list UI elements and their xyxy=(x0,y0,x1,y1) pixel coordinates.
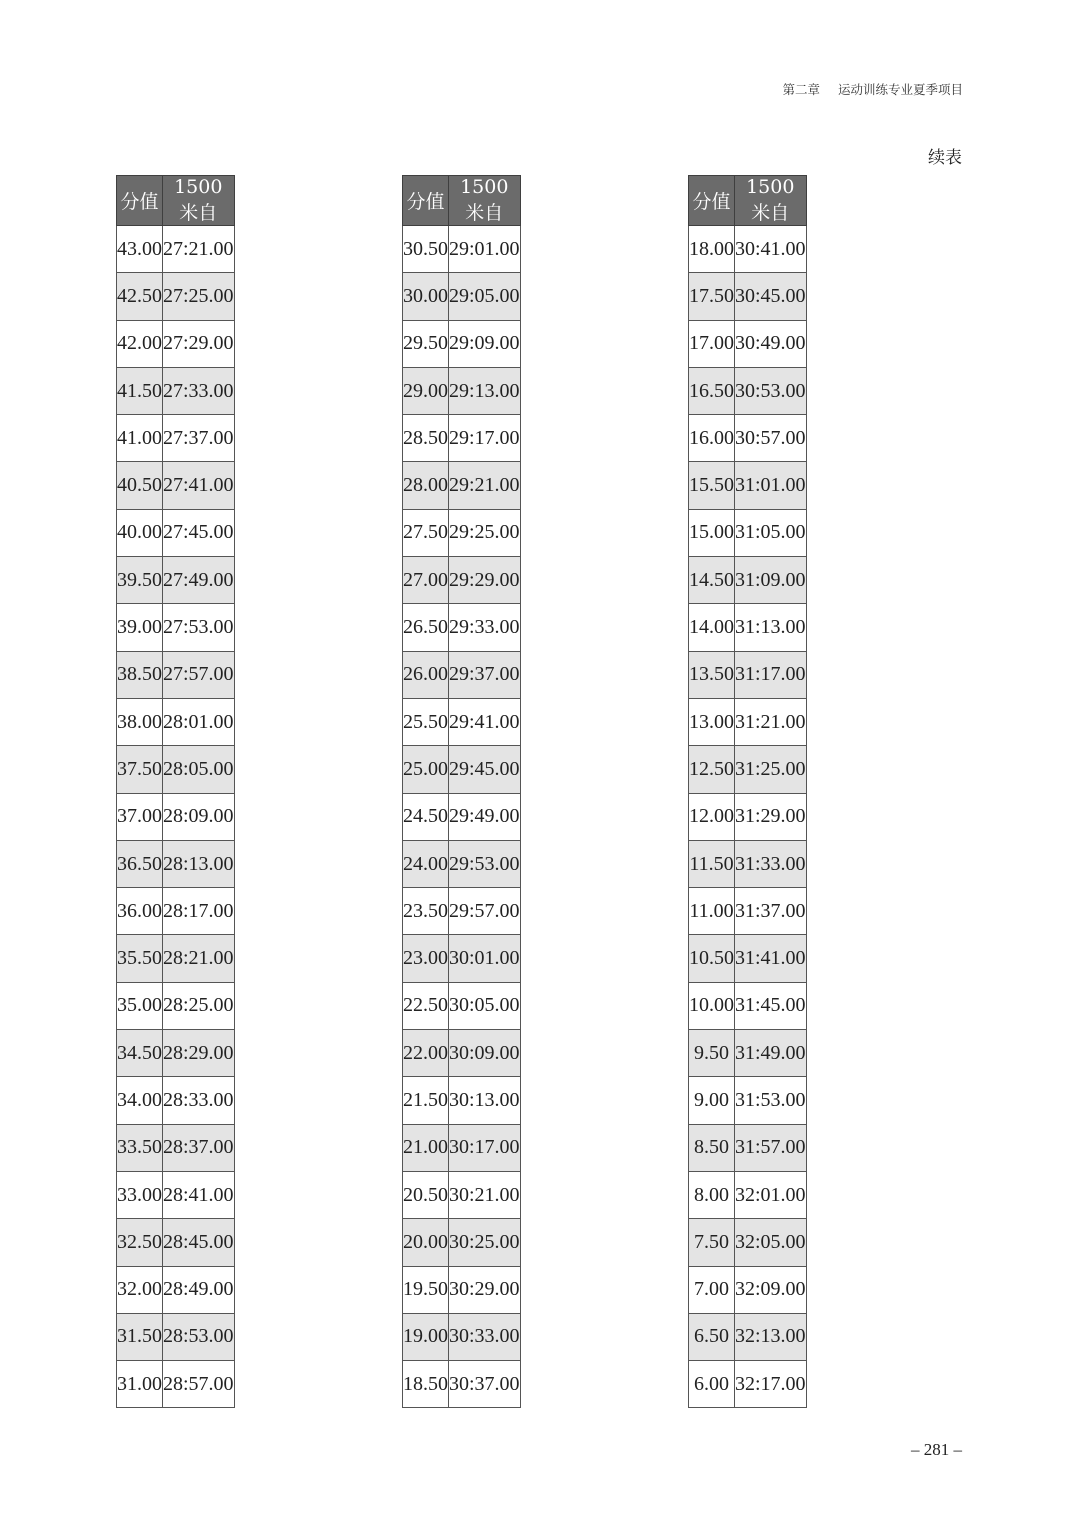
time-cell: 28:13.00 xyxy=(163,840,235,887)
table-row xyxy=(689,273,807,320)
table-row xyxy=(117,509,235,556)
time-cell: 27:57.00 xyxy=(163,651,235,698)
score-cell: 19.50 xyxy=(403,1266,449,1313)
table-row xyxy=(403,1030,521,1077)
time-cell: 31:29.00 xyxy=(735,793,807,840)
table-row xyxy=(403,509,521,556)
score-cell: 31.00 xyxy=(117,1361,163,1408)
table-row xyxy=(403,226,521,273)
time-cell: 30:25.00 xyxy=(449,1219,521,1266)
table-row xyxy=(403,793,521,840)
table-row xyxy=(689,604,807,651)
score-cell: 19.00 xyxy=(403,1313,449,1360)
score-cell: 8.50 xyxy=(689,1124,735,1171)
score-cell: 38.50 xyxy=(117,651,163,698)
time-cell: 28:33.00 xyxy=(163,1077,235,1124)
time-cell: 30:13.00 xyxy=(449,1077,521,1124)
time-cell: 28:05.00 xyxy=(163,746,235,793)
score-cell: 16.00 xyxy=(689,415,735,462)
time-cell: 27:33.00 xyxy=(163,367,235,414)
column-header-score: 分值 xyxy=(689,176,735,226)
table-row xyxy=(689,1361,807,1408)
score-cell: 11.50 xyxy=(689,840,735,887)
table-row xyxy=(117,982,235,1029)
time-cell: 29:09.00 xyxy=(449,320,521,367)
table-row xyxy=(117,415,235,462)
time-cell: 27:37.00 xyxy=(163,415,235,462)
time-cell: 32:13.00 xyxy=(735,1313,807,1360)
score-cell: 17.00 xyxy=(689,320,735,367)
table-row xyxy=(117,651,235,698)
time-cell: 27:41.00 xyxy=(163,462,235,509)
time-cell: 32:01.00 xyxy=(735,1171,807,1218)
time-cell: 28:45.00 xyxy=(163,1219,235,1266)
time-cell: 28:21.00 xyxy=(163,935,235,982)
table-row xyxy=(117,935,235,982)
table-row xyxy=(689,1266,807,1313)
table-row xyxy=(403,888,521,935)
score-cell: 38.00 xyxy=(117,698,163,745)
score-cell: 8.00 xyxy=(689,1171,735,1218)
time-cell: 32:05.00 xyxy=(735,1219,807,1266)
score-cell: 31.50 xyxy=(117,1313,163,1360)
time-cell: 29:21.00 xyxy=(449,462,521,509)
table-row xyxy=(117,1077,235,1124)
time-cell: 30:29.00 xyxy=(449,1266,521,1313)
score-cell: 25.50 xyxy=(403,698,449,745)
table-row xyxy=(689,746,807,793)
score-cell: 26.50 xyxy=(403,604,449,651)
table-row xyxy=(403,1171,521,1218)
time-cell: 30:09.00 xyxy=(449,1030,521,1077)
table-row xyxy=(403,1313,521,1360)
time-cell: 29:37.00 xyxy=(449,651,521,698)
time-cell: 31:25.00 xyxy=(735,746,807,793)
score-cell: 41.00 xyxy=(117,415,163,462)
time-cell: 31:37.00 xyxy=(735,888,807,935)
score-cell: 40.50 xyxy=(117,462,163,509)
table-row xyxy=(117,367,235,414)
time-cell: 31:49.00 xyxy=(735,1030,807,1077)
table-row xyxy=(117,793,235,840)
table-row xyxy=(117,1313,235,1360)
column-header-score: 分值 xyxy=(403,176,449,226)
time-cell: 28:53.00 xyxy=(163,1313,235,1360)
score-cell: 21.50 xyxy=(403,1077,449,1124)
table-row xyxy=(689,226,807,273)
time-cell: 31:41.00 xyxy=(735,935,807,982)
time-cell: 29:29.00 xyxy=(449,557,521,604)
time-cell: 29:57.00 xyxy=(449,888,521,935)
table-row xyxy=(117,604,235,651)
time-cell: 28:17.00 xyxy=(163,888,235,935)
time-cell: 29:45.00 xyxy=(449,746,521,793)
score-cell: 32.50 xyxy=(117,1219,163,1266)
table-row xyxy=(689,698,807,745)
score-table-2 xyxy=(402,175,521,1408)
table-row xyxy=(689,840,807,887)
score-cell: 35.00 xyxy=(117,982,163,1029)
table-row xyxy=(689,367,807,414)
score-cell: 27.00 xyxy=(403,557,449,604)
time-cell: 30:01.00 xyxy=(449,935,521,982)
time-cell: 29:53.00 xyxy=(449,840,521,887)
score-cell: 33.00 xyxy=(117,1171,163,1218)
table-row xyxy=(117,1030,235,1077)
score-cell: 36.00 xyxy=(117,888,163,935)
table-row xyxy=(117,1171,235,1218)
time-cell: 27:45.00 xyxy=(163,509,235,556)
score-table-3 xyxy=(688,175,807,1408)
table-row xyxy=(117,273,235,320)
time-cell: 28:49.00 xyxy=(163,1266,235,1313)
table-row xyxy=(403,604,521,651)
table-row xyxy=(117,1266,235,1313)
time-cell: 30:57.00 xyxy=(735,415,807,462)
score-cell: 21.00 xyxy=(403,1124,449,1171)
score-cell: 27.50 xyxy=(403,509,449,556)
table-row xyxy=(403,1124,521,1171)
score-cell: 24.50 xyxy=(403,793,449,840)
time-cell: 28:57.00 xyxy=(163,1361,235,1408)
time-cell: 28:37.00 xyxy=(163,1124,235,1171)
score-cell: 41.50 xyxy=(117,367,163,414)
time-cell: 30:53.00 xyxy=(735,367,807,414)
table-row xyxy=(689,462,807,509)
table-row xyxy=(403,1361,521,1408)
column-header-score: 分值 xyxy=(117,176,163,226)
time-cell: 28:41.00 xyxy=(163,1171,235,1218)
time-cell: 31:21.00 xyxy=(735,698,807,745)
time-cell: 27:49.00 xyxy=(163,557,235,604)
score-cell: 39.50 xyxy=(117,557,163,604)
table-row xyxy=(403,273,521,320)
time-cell: 29:25.00 xyxy=(449,509,521,556)
score-cell: 13.50 xyxy=(689,651,735,698)
time-cell: 29:41.00 xyxy=(449,698,521,745)
score-cell: 7.50 xyxy=(689,1219,735,1266)
table-row xyxy=(689,509,807,556)
score-cell: 14.50 xyxy=(689,557,735,604)
table-row xyxy=(403,746,521,793)
time-cell: 31:53.00 xyxy=(735,1077,807,1124)
table-row xyxy=(403,320,521,367)
score-cell: 18.00 xyxy=(689,226,735,273)
time-cell: 27:29.00 xyxy=(163,320,235,367)
time-cell: 32:17.00 xyxy=(735,1361,807,1408)
table-row xyxy=(689,1030,807,1077)
table-row xyxy=(689,651,807,698)
time-cell: 32:09.00 xyxy=(735,1266,807,1313)
time-cell: 30:33.00 xyxy=(449,1313,521,1360)
time-cell: 30:41.00 xyxy=(735,226,807,273)
score-cell: 28.00 xyxy=(403,462,449,509)
score-cell: 15.00 xyxy=(689,509,735,556)
table-row xyxy=(403,840,521,887)
time-cell: 31:09.00 xyxy=(735,557,807,604)
time-cell: 29:33.00 xyxy=(449,604,521,651)
table-row xyxy=(689,982,807,1029)
running-header xyxy=(782,80,963,98)
table-row xyxy=(689,320,807,367)
score-cell: 39.00 xyxy=(117,604,163,651)
table-row xyxy=(117,698,235,745)
score-table-1 xyxy=(116,175,235,1408)
table-row xyxy=(403,415,521,462)
score-cell: 11.00 xyxy=(689,888,735,935)
score-cell: 34.00 xyxy=(117,1077,163,1124)
chapter-title: 运动训练专业夏季项目 xyxy=(837,82,963,97)
table-row xyxy=(403,462,521,509)
column-header-time: 1500 米自 xyxy=(163,176,235,226)
column-header-time: 1500 米自 xyxy=(449,176,521,226)
score-cell: 22.00 xyxy=(403,1030,449,1077)
column-header-time: 1500 米自 xyxy=(735,176,807,226)
score-cell: 37.50 xyxy=(117,746,163,793)
score-cell: 23.50 xyxy=(403,888,449,935)
chapter-label: 第二章 xyxy=(782,82,820,97)
table-row xyxy=(403,367,521,414)
table-row xyxy=(689,888,807,935)
time-cell: 28:09.00 xyxy=(163,793,235,840)
time-cell: 30:45.00 xyxy=(735,273,807,320)
time-cell: 30:05.00 xyxy=(449,982,521,1029)
table-row xyxy=(117,888,235,935)
score-cell: 42.00 xyxy=(117,320,163,367)
table-row xyxy=(403,698,521,745)
score-cell: 20.00 xyxy=(403,1219,449,1266)
time-cell: 30:37.00 xyxy=(449,1361,521,1408)
score-cell: 12.50 xyxy=(689,746,735,793)
table-row xyxy=(117,840,235,887)
score-cell: 18.50 xyxy=(403,1361,449,1408)
score-cell: 15.50 xyxy=(689,462,735,509)
score-cell: 20.50 xyxy=(403,1171,449,1218)
score-cell: 29.50 xyxy=(403,320,449,367)
score-cell: 32.00 xyxy=(117,1266,163,1313)
score-cell: 7.00 xyxy=(689,1266,735,1313)
score-cell: 25.00 xyxy=(403,746,449,793)
time-cell: 31:05.00 xyxy=(735,509,807,556)
table-row xyxy=(689,1313,807,1360)
score-cell: 29.00 xyxy=(403,367,449,414)
time-cell: 31:17.00 xyxy=(735,651,807,698)
score-cell: 14.00 xyxy=(689,604,735,651)
table-row xyxy=(117,462,235,509)
score-cell: 40.00 xyxy=(117,509,163,556)
score-cell: 9.50 xyxy=(689,1030,735,1077)
time-cell: 31:57.00 xyxy=(735,1124,807,1171)
table-row xyxy=(117,746,235,793)
table-row xyxy=(117,1124,235,1171)
time-cell: 27:53.00 xyxy=(163,604,235,651)
table-row xyxy=(403,1077,521,1124)
table-row xyxy=(117,557,235,604)
score-cell: 13.00 xyxy=(689,698,735,745)
table-row xyxy=(403,1219,521,1266)
time-cell: 28:01.00 xyxy=(163,698,235,745)
score-cell: 37.00 xyxy=(117,793,163,840)
continued-label: 续表 xyxy=(928,148,962,168)
page-number: – 281 – xyxy=(911,1440,962,1459)
time-cell: 28:29.00 xyxy=(163,1030,235,1077)
table-row xyxy=(117,320,235,367)
time-cell: 29:17.00 xyxy=(449,415,521,462)
score-cell: 22.50 xyxy=(403,982,449,1029)
table-row xyxy=(403,935,521,982)
score-cell: 10.00 xyxy=(689,982,735,1029)
table-row xyxy=(117,1361,235,1408)
table-row xyxy=(689,415,807,462)
score-cell: 23.00 xyxy=(403,935,449,982)
time-cell: 29:13.00 xyxy=(449,367,521,414)
table-row xyxy=(689,1171,807,1218)
score-cell: 12.00 xyxy=(689,793,735,840)
time-cell: 27:21.00 xyxy=(163,226,235,273)
time-cell: 31:45.00 xyxy=(735,982,807,1029)
score-cell: 30.00 xyxy=(403,273,449,320)
table-row xyxy=(689,935,807,982)
table-row xyxy=(689,793,807,840)
time-cell: 30:17.00 xyxy=(449,1124,521,1171)
table-row xyxy=(403,982,521,1029)
table-row xyxy=(689,1077,807,1124)
time-cell: 29:05.00 xyxy=(449,273,521,320)
score-cell: 34.50 xyxy=(117,1030,163,1077)
table-row xyxy=(689,557,807,604)
score-cell: 36.50 xyxy=(117,840,163,887)
score-cell: 43.00 xyxy=(117,226,163,273)
time-cell: 30:49.00 xyxy=(735,320,807,367)
score-cell: 17.50 xyxy=(689,273,735,320)
score-cell: 24.00 xyxy=(403,840,449,887)
table-row xyxy=(689,1219,807,1266)
table-row xyxy=(117,226,235,273)
time-cell: 28:25.00 xyxy=(163,982,235,1029)
score-cell: 6.50 xyxy=(689,1313,735,1360)
score-cell: 30.50 xyxy=(403,226,449,273)
table-row xyxy=(403,651,521,698)
score-cell: 6.00 xyxy=(689,1361,735,1408)
score-cell: 33.50 xyxy=(117,1124,163,1171)
table-row xyxy=(117,1219,235,1266)
time-cell: 31:13.00 xyxy=(735,604,807,651)
score-cell: 9.00 xyxy=(689,1077,735,1124)
table-row xyxy=(403,1266,521,1313)
time-cell: 29:49.00 xyxy=(449,793,521,840)
table-row xyxy=(403,557,521,604)
score-cell: 35.50 xyxy=(117,935,163,982)
score-cell: 26.00 xyxy=(403,651,449,698)
score-cell: 10.50 xyxy=(689,935,735,982)
time-cell: 31:01.00 xyxy=(735,462,807,509)
time-cell: 30:21.00 xyxy=(449,1171,521,1218)
score-cell: 28.50 xyxy=(403,415,449,462)
table-row xyxy=(689,1124,807,1171)
time-cell: 29:01.00 xyxy=(449,226,521,273)
score-cell: 16.50 xyxy=(689,367,735,414)
score-cell: 42.50 xyxy=(117,273,163,320)
time-cell: 27:25.00 xyxy=(163,273,235,320)
time-cell: 31:33.00 xyxy=(735,840,807,887)
